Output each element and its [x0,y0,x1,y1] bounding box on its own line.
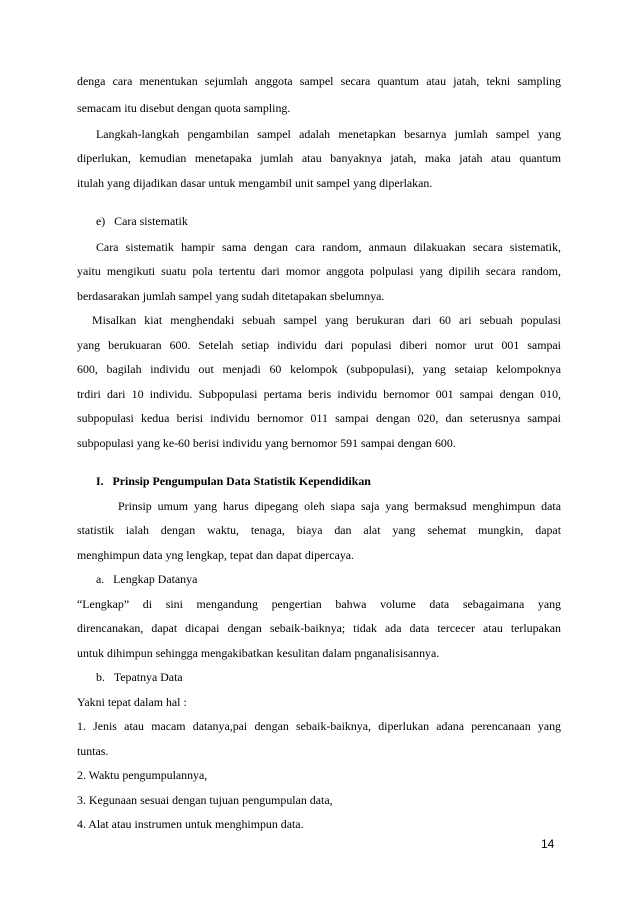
text-line: diperlukan, kemudian menetapaka jumlah atau banyaknya jatah, maka jatah atau quantum [77,151,561,165]
section-heading: I. Prinsip Pengumpulan Data Statistik Kependidikan [96,474,371,488]
text-line: denga cara menentukan sejumlah anggota sampel secara quantum atau jatah, tekni sampling [77,74,561,88]
text-line: subpopulasi kedua berisi individu bernomor 011 sampai dengan 020, dan seterusnya sampai [77,411,561,425]
text-line: itulah yang dijadikan dasar untuk mengambil unit sampel yang diperlakan. [77,176,433,190]
subheading-b: b. Tepatnya Data [96,670,183,684]
text-line: tuntas. [77,744,109,758]
text-line: subpopulasi yang ke-60 berisi individu yang bernomor 591 sampai dengan 600. [77,436,456,450]
list-heading-e: e) Cara sistematik [96,214,188,228]
text-line: statistik ialah dengan waktu, tenaga, biaya dan alat yang sehemat mungkin, dapat [77,523,561,537]
text-line: Prinsip umum yang harus dipegang oleh siapa saja yang bermaksud menghimpun data [118,499,561,513]
list-item: 4. Alat atau instrumen untuk menghimpun data. [77,817,304,831]
text-line: menghimpun data yng lengkap, tepat dan dapat dipercaya. [77,548,355,562]
text-line: berdasarakan jumlah sampel yang sudah ditetapakan sbelumnya. [77,289,385,303]
text-line: Langkah-langkah pengambilan sampel adalah menetapkan besarnya jumlah sampel yang [96,127,561,141]
text-line: Cara sistematik hampir sama dengan cara random, anmaun dilakuakan secara sistematik, [96,240,561,254]
text-line: trdiri dari 10 individu. Subpopulasi pertama beris individu bernomor 001 sampai dengan 010, [77,387,561,401]
text-line: yang berukuaran 600. Setelah setiap individu dari populasi diberi nomor urut 001 sampai [77,338,561,352]
page-number: 14 [541,837,555,851]
text-line: direncanakan, dapat dicapai dengan sebaik-baiknya; tidak ada data tercecer atau terlupakan [77,621,561,635]
text-line: Misalkan kiat menghendaki sebuah sampel yang berukuran dari 60 ari sebuah populasi [92,313,561,327]
text-line: semacam itu disebut dengan quota sampling. [77,101,291,115]
list-item: 1. Jenis atau macam datanya,pai dengan sebaik-baiknya, diperlukan adana perencanaan yang [77,719,561,733]
text-line: yaitu mengikuti suatu pola tertentu dari momor anggota polpulasi yang dipilih secara random, [77,264,561,278]
text-line: 600, bagilah individu out menjadi 60 kelompok (subpopulasi), yang setaiap kelompoknya [77,362,561,376]
text-line: “Lengkap” di sini mengandung pengertian bahwa volume data sebagaimana yang [77,597,561,611]
subheading-a: a. Lengkap Datanya [96,572,198,586]
list-item: 2. Waktu pengumpulannya, [77,768,208,782]
text-line: untuk dihimpun sehingga mengakibatkan kesulitan dalam pnganalisisannya. [77,646,440,660]
text-line: Yakni tepat dalam hal : [77,695,187,709]
list-item: 3. Kegunaan sesuai dengan tujuan pengumpulan data, [77,793,333,807]
